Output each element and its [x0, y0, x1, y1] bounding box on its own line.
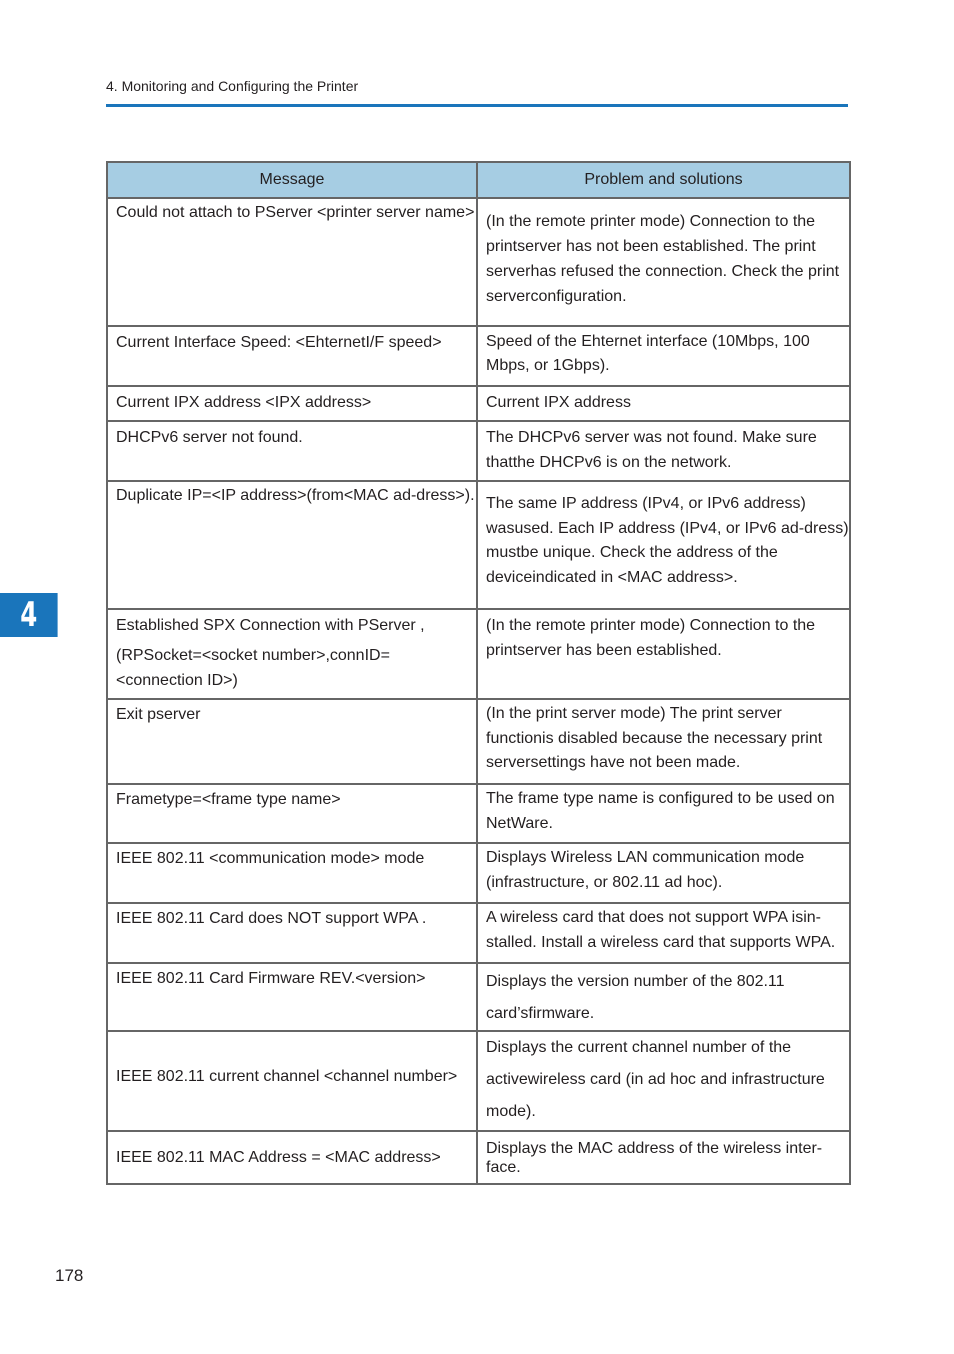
page-number: 178	[55, 1266, 84, 1285]
table-row	[107, 481, 850, 609]
solution-text: The frame type name is configured to be used on NetWare.	[486, 790, 835, 832]
solution-text: A wireless card that does not support WPA isin-stalled. Install a wireless card that supports WPA.	[486, 909, 836, 951]
table-row	[107, 903, 850, 963]
message-text: IEEE 802.11 Card Firmware REV.<version>	[116, 970, 426, 987]
message-cell	[107, 386, 477, 421]
solution-cell	[477, 963, 850, 1031]
solution-text: The same IP address (IPv4, or IPv6 address) wasused. Each IP address (IPv4, or IPv6 ad-dress) mustbe unique. Check the address of the deviceindicated in <MAC address>.	[486, 495, 849, 586]
header-rule	[106, 104, 848, 107]
table-row	[107, 1031, 850, 1131]
column-header-message: Message	[107, 162, 477, 198]
message-cell	[107, 609, 477, 699]
message-cell	[107, 903, 477, 963]
solution-cell	[477, 784, 850, 843]
message-cell	[107, 1031, 477, 1131]
table-row	[107, 699, 850, 784]
message-text: Current Interface Speed: <EhternetI/F speed>	[116, 334, 442, 351]
message-cell	[107, 784, 477, 843]
chapter-tab: 4	[0, 593, 58, 637]
solution-text: (In the remote printer mode) Connection to the printserver has been established.	[486, 617, 816, 659]
table-header-row	[107, 162, 850, 198]
solution-cell	[477, 699, 850, 784]
solution-cell	[477, 903, 850, 963]
message-text: IEEE 802.11 MAC Address = <MAC address>	[116, 1149, 441, 1166]
solution-text: The DHCPv6 server was not found. Make sure thatthe DHCPv6 is on the network.	[486, 429, 817, 471]
message-cell	[107, 326, 477, 386]
solution-text: Displays the current channel number of the activewireless card (in ad hoc and infrastructure mode).	[486, 1039, 825, 1120]
message-text: Exit pserver	[116, 706, 201, 723]
table-row	[107, 843, 850, 903]
solution-cell	[477, 843, 850, 903]
message-cell	[107, 963, 477, 1031]
solution-cell	[477, 609, 850, 699]
message-text: Current IPX address <IPX address>	[116, 394, 372, 411]
message-text: Established SPX Connection with PServer ,	[116, 617, 425, 634]
table-row	[107, 421, 850, 481]
solution-text: (In the print server mode) The print server functionis disabled because the necessary print serversettings have not been made.	[486, 705, 823, 771]
message-cell	[107, 843, 477, 903]
table-row	[107, 326, 850, 386]
message-cell	[107, 1131, 477, 1184]
solution-cell	[477, 326, 850, 386]
message-cell	[107, 481, 477, 609]
solution-cell	[477, 421, 850, 481]
table-row	[107, 1131, 850, 1184]
message-text: IEEE 802.11 Card does NOT support WPA .	[116, 910, 427, 927]
solution-cell	[477, 198, 850, 326]
table-row	[107, 198, 850, 326]
solution-text: Displays the MAC address of the wireless inter-face.	[486, 1139, 823, 1176]
solution-text: (In the remote printer mode) Connection to the printserver has not been established. The print serverhas refused the connection. Check the print serverconfiguration.	[486, 213, 840, 305]
table-row	[107, 963, 850, 1031]
solution-cell	[477, 1131, 850, 1184]
solution-text: Displays Wireless LAN communication mode (infrastructure, or 802.11 ad hoc).	[486, 849, 805, 891]
message-text: (RPSocket=<socket number>,connID=<connection ID>)	[116, 647, 390, 689]
message-text: Could not attach to PServer <printer server name>	[116, 204, 475, 221]
solution-text: Speed of the Ehternet interface (10Mbps, 100 Mbps, or 1Gbps).	[486, 333, 810, 374]
table-row	[107, 609, 850, 699]
message-text: IEEE 802.11 <communication mode> mode	[116, 850, 425, 867]
message-cell	[107, 198, 477, 326]
running-header: 4. Monitoring and Configuring the Printer	[106, 78, 359, 94]
solution-cell	[477, 1031, 850, 1131]
table-row	[107, 784, 850, 843]
column-header-solution: Problem and solutions	[477, 162, 850, 198]
table-row	[107, 386, 850, 421]
message-text: IEEE 802.11 current channel <channel number>	[116, 1067, 458, 1085]
solution-cell	[477, 386, 850, 421]
message-text: Duplicate IP=<IP address>(from<MAC ad-dress>).	[116, 487, 475, 504]
solution-text: Displays the version number of the 802.11 card’sfirmware.	[486, 973, 785, 1022]
solution-cell	[477, 481, 850, 609]
message-text: Frametype=<frame type name>	[116, 791, 341, 808]
message-cell	[107, 421, 477, 481]
message-cell	[107, 699, 477, 784]
message-table	[106, 161, 851, 1185]
solution-text: Current IPX address	[486, 394, 631, 411]
message-text: DHCPv6 server not found.	[116, 429, 303, 446]
